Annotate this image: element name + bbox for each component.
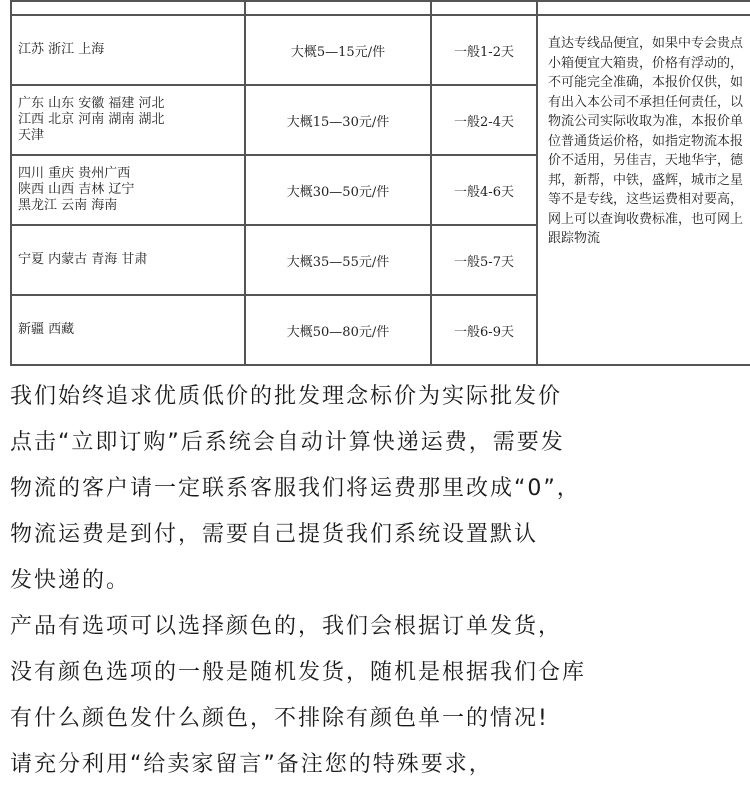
instruction-line: 物流运费是到付，需要自己提货我们系统设置默认	[10, 522, 539, 547]
region-cell: 新疆 西藏	[11, 295, 245, 365]
delivery-time-cell: 一般1-2天	[431, 15, 537, 85]
delivery-time-cell: 一般5-7天	[431, 225, 537, 295]
delivery-time-cell: 一般4-6天	[431, 155, 537, 225]
delivery-time-cell: 一般2-4天	[431, 85, 537, 155]
instruction-line: 点击“立即订购”后系统会自动计算快递运费，需要发	[10, 430, 565, 455]
shipping-note-text: 直达专线品便宜，如果中专会贵点 小箱便宜大箱贵，价格有浮动的，不可能完全准确，本报价仅供，如有出入本公司不承担任何责任，以物流公司实际收取为准，本报价单位普通货运价格，如指定物流本报价不适用，另佳吉，天地华宇，德邦，新帮，中铁，盛辉，城市之星等不是专线，这些运费相对要高，网上可以查询收费标准，也可网上跟踪物流	[548, 36, 744, 246]
shipping-rate-table	[10, 0, 744, 366]
price-cell: 大概35—55元/件	[245, 225, 431, 295]
delivery-time-cell: 一般6-9天	[431, 295, 537, 365]
stub-cell	[431, 1, 537, 15]
price-cell: 大概50—80元/件	[245, 295, 431, 365]
region-cell: 四川 重庆 贵州广西 陕西 山西 吉林 辽宁 黑龙江 云南 海南	[11, 155, 245, 225]
instruction-line: 请充分利用“给卖家留言”备注您的特殊要求，	[10, 752, 493, 777]
region-cell: 宁夏 内蒙古 青海 甘肃	[11, 225, 245, 295]
region-cell: 江苏 浙江 上海	[11, 15, 245, 85]
rate-table	[10, 0, 750, 366]
price-cell: 大概15—30元/件	[245, 85, 431, 155]
instruction-line: 我们始终追求优质低价的批发理念标价为实际批发价	[10, 384, 563, 409]
shipping-note-cell	[537, 15, 750, 365]
stub-cell	[245, 1, 431, 15]
instruction-line: 没有颜色选项的一般是随机发货，随机是根据我们仓库	[10, 660, 587, 685]
instructions-text	[10, 374, 740, 788]
price-cell: 大概5—15元/件	[245, 15, 431, 85]
instruction-line: 发快递的。	[10, 568, 131, 593]
instruction-line: 有什么颜色发什么颜色，不排除有颜色单一的情况!	[10, 706, 549, 731]
stub-cell	[537, 1, 750, 15]
price-cell: 大概30—50元/件	[245, 155, 431, 225]
table-row	[11, 15, 750, 85]
region-cell: 广东 山东 安徽 福建 河北 江西 北京 河南 湖南 湖北 天津	[11, 85, 245, 155]
stub-cell	[11, 1, 245, 15]
instruction-line: 物流的客户请一定联系客服我们将运费那里改成“0”，	[10, 476, 581, 501]
instruction-line: 产品有选项可以选择颜色的，我们会根据订单发货，	[10, 614, 563, 639]
table-row-top-stub	[11, 1, 750, 15]
